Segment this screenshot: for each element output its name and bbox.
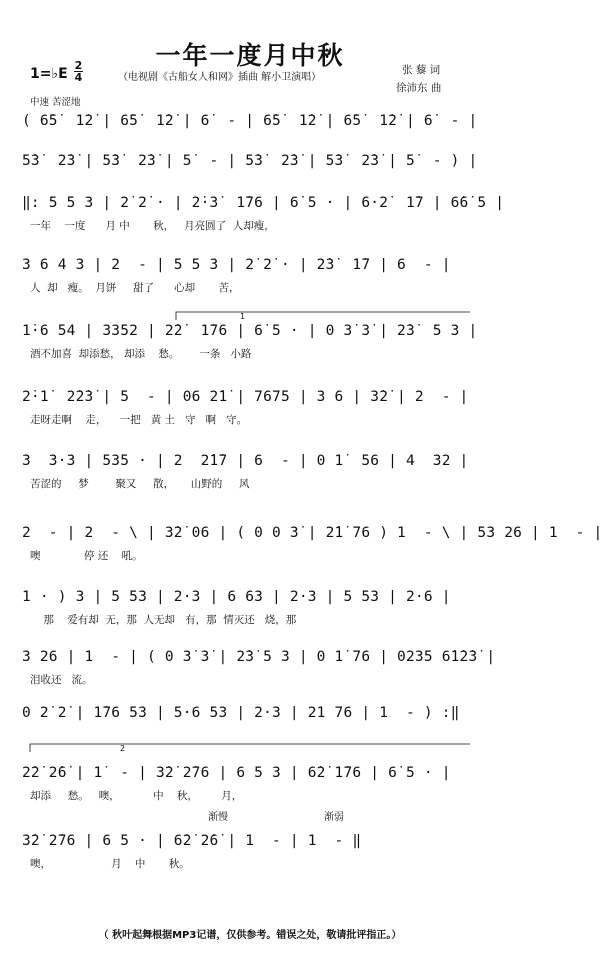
notation-line: 2̇·1̇ 2̇2̇3̇ | 5 - | 06 2̇1̇ | 7675 | 3 6 | 3̇2̇ | 2 - | bbox=[22, 389, 469, 405]
key-signature: 1=♭E bbox=[30, 66, 68, 82]
song-title: 一年一度月中秋 bbox=[155, 41, 345, 70]
volta-1-marker: 1 bbox=[240, 312, 246, 321]
lyric-line: 人 却 瘦。 月饼 甜了 心却 苦， bbox=[30, 282, 240, 294]
diminuendo-marking: 渐弱 bbox=[324, 812, 344, 823]
tempo-marking: 中速 苦涩地 bbox=[30, 97, 81, 108]
lyric-line: 苦涩的 梦 聚又 散， 山野的 风 bbox=[30, 478, 250, 490]
lyric-line: 却添 愁。 噢， 中 秋， 月， bbox=[30, 790, 243, 802]
notation-line: 1 · ) 3 | 5 53 | 2·3 | 6 63 | 2·3 | 5 53 | 2·6 | bbox=[22, 589, 451, 605]
notation-line: 2̇2̇ 2̇6̇ | 1̇ - | 3̇2̇ 2̇76 | 6 5 3 | 6̇2̇ 1̇76 | 6̇ 5 · | bbox=[22, 765, 451, 781]
volta-2-bracket bbox=[30, 744, 470, 752]
song-subtitle: （电视剧《古船女人和网》插曲 解小卫演唱） bbox=[118, 72, 322, 83]
lyric-line: 噢 停 还 吼。 bbox=[30, 550, 143, 562]
lyric-line: 走呀走啊 走， 一把 黄 土 守 啊 守。 bbox=[30, 414, 248, 426]
notation-line: ( 6̇5̇ 1̇2̇ | 6̇5̇ 1̇2̇ | 6̇ - | 6̇5̇ 1̇2̇ | 6̇5̇ 1̇2̇ | 6̇ - | bbox=[22, 113, 478, 129]
ritardando-marking: 渐慢 bbox=[208, 812, 228, 823]
lyric-line: 噢， 月 中 秋。 bbox=[30, 858, 190, 870]
notation-line: 3̇2̇ 2̇76 | 6 5 · | 6̇2̇ 2̇6̇ | 1 - | 1 - ‖ bbox=[22, 833, 362, 849]
footer-note: （ 秋叶起舞根据MP3记谱，仅供参考。错误之处，敬请批评指正。） bbox=[98, 930, 402, 941]
lyricist-credit: 张 藜 词 bbox=[402, 64, 441, 76]
lyric-line: 一年 一度 月 中 秋， 月亮圆了 人却瘦， bbox=[30, 220, 275, 232]
lyric-line: 那 爱有却 无，那 人无却 有，那 情灭还 烧，那 bbox=[30, 614, 297, 626]
notation-line: ‖: 5 5 3 | 2̇ 2̇ · | 2̇·3̇ 1̇76 | 6̇ 5 · | 6·2̇ 1̇7 | 6̇6̇ 5 | bbox=[22, 195, 505, 211]
lyric-line: 泪收还 流。 bbox=[30, 674, 93, 686]
time-signature-top: 2 bbox=[74, 59, 83, 72]
volta-1-bracket bbox=[176, 312, 470, 320]
time-signature-bottom: 4 bbox=[74, 71, 83, 84]
notation-line: 3 26 | 1 - | ( 0 3̇ 3̇ | 2̇3̇ 5 3 | 0 1̇ 76 | 0235 6̇1̇2̇3̇ | bbox=[22, 649, 496, 665]
notation-line: 1̇·6 54 | 3352 | 2̇2̇ 1̇76 | 6̇ 5 · | 0 3̇ 3̇ | 2̇3̇ 5 3 | bbox=[22, 323, 478, 339]
notation-line: 2 - | 2 - \ | 3̇2̇ 06 | ( 0 0 3̇ | 2̇1̇ 76 ) 1 - \ | 53 26 | 1 - | bbox=[22, 525, 602, 541]
notation-line: 0 2̇ 2̇ | 1̇76 53 | 5·6 53 | 2·3 | 21 76 | 1 - ) :‖ bbox=[22, 705, 460, 721]
volta-2-marker: 2 bbox=[120, 744, 126, 753]
notation-line: 3 3·3 | 535 · | 2 2̇1̇7 | 6 - | 0 1̇ 56 | 4 32 | bbox=[22, 453, 469, 469]
notation-line: 5̇3̇ 2̇3̇ | 5̇3̇ 2̇3̇ | 5̇ - | 5̇3̇ 2̇3̇ | 5̇3̇ 2̇3̇ | 5̇ - ) | bbox=[22, 153, 478, 169]
composer-credit: 徐沛东 曲 bbox=[396, 82, 442, 94]
notation-line: 3 6 4 3 | 2 - | 5 5 3 | 2̇ 2̇ · | 2̇3̇ 1̇7 | 6 - | bbox=[22, 257, 451, 273]
lyric-line: 酒不加喜 却添愁， 却添 愁。 一条 小路 bbox=[30, 348, 252, 360]
